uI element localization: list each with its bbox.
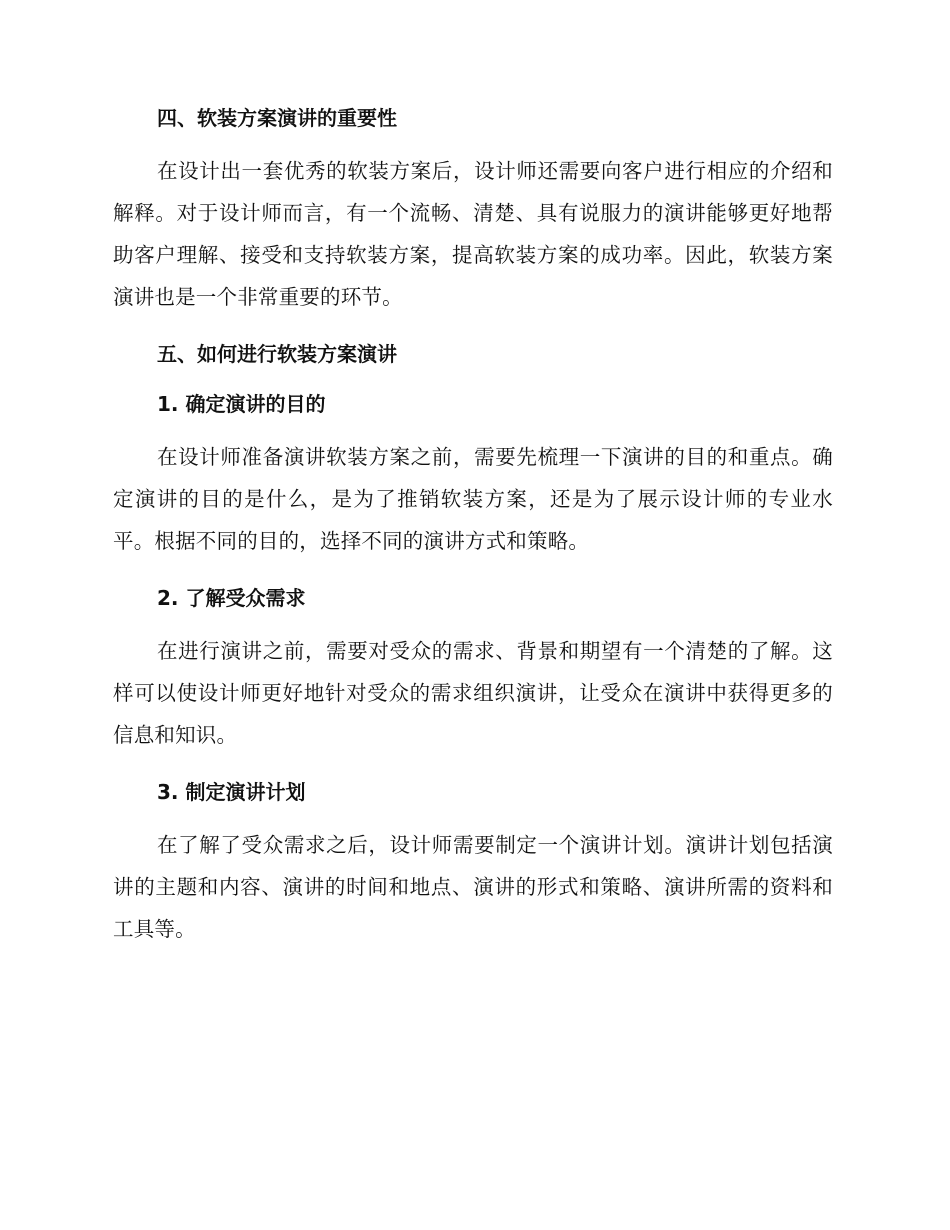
- paragraph-plan: 在了解了受众需求之后，设计师需要制定一个演讲计划。演讲计划包括演讲的主题和内容、演讲的时间和地点、演讲的形式和策略、演讲所需的资料和工具等。: [113, 833, 833, 941]
- section-heading-how-to: 五、如何进行软装方案演讲: [157, 342, 397, 366]
- section-heading-importance: 四、软装方案演讲的重要性: [157, 106, 397, 130]
- subsection-heading-purpose: 1. 确定演讲的目的: [157, 392, 326, 416]
- subsection-heading-audience: 2. 了解受众需求: [157, 586, 306, 610]
- paragraph-audience: 在进行演讲之前，需要对受众的需求、背景和期望有一个清楚的了解。这样可以使设计师更好地针对受众的需求组织演讲，让受众在演讲中获得更多的信息和知识。: [113, 639, 833, 747]
- paragraph-importance: 在设计出一套优秀的软装方案后，设计师还需要向客户进行相应的介绍和解释。对于设计师而言，有一个流畅、清楚、具有说服力的演讲能够更好地帮助客户理解、接受和支持软装方案，提高软装方案的成功率。因此，软装方案演讲也是一个非常重要的环节。: [113, 159, 833, 309]
- paragraph-purpose: 在设计师准备演讲软装方案之前，需要先梳理一下演讲的目的和重点。确定演讲的目的是什么，是为了推销软装方案，还是为了展示设计师的专业水平。根据不同的目的，选择不同的演讲方式和策略。: [113, 445, 833, 553]
- subsection-heading-plan: 3. 制定演讲计划: [157, 780, 306, 804]
- document-body: [113, 104, 833, 950]
